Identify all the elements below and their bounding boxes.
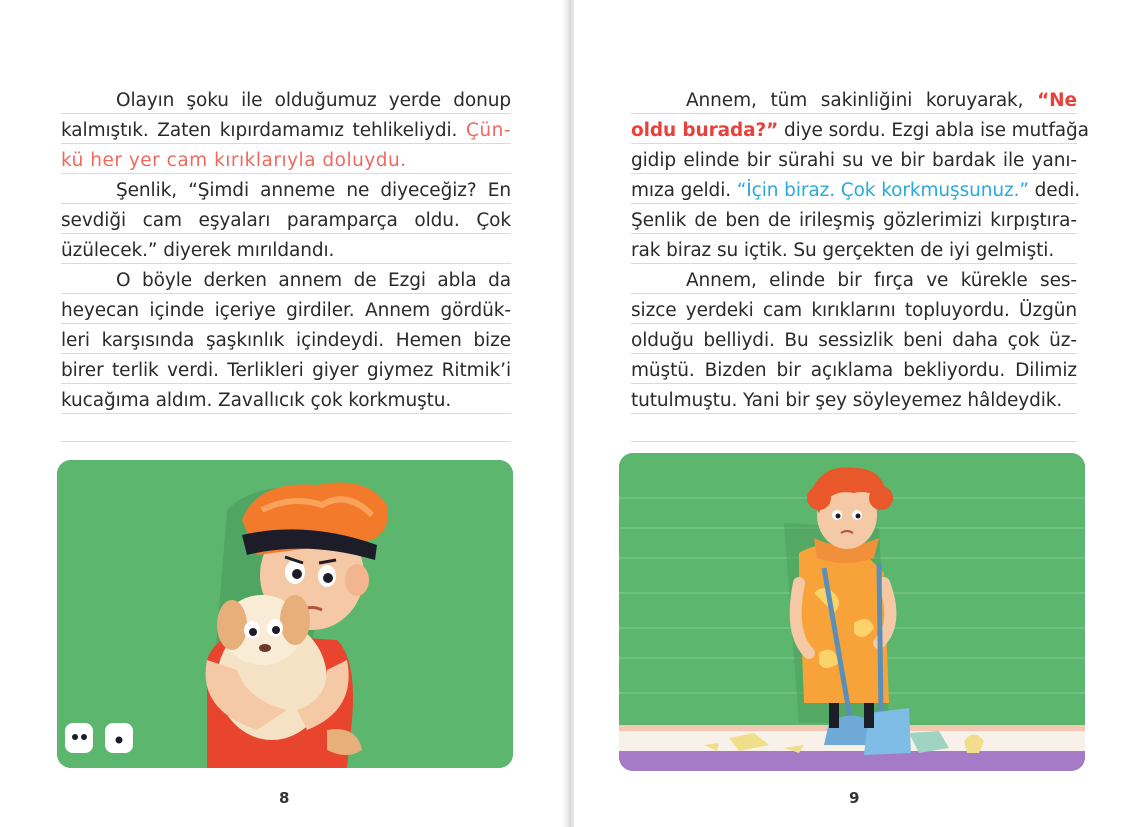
boy-puppy-drawing <box>57 460 513 768</box>
left-text-line <box>61 326 511 356</box>
text-segment: kalmıştık. Zaten kıpırdamamız tehlikeliydi. <box>61 120 466 141</box>
right-text-line <box>631 326 1077 356</box>
left-text-line <box>61 176 511 206</box>
text-segment: Annem, elinde bir fırça ve kürekle ses- <box>686 270 1077 291</box>
highlighted-text: kü her yer cam kırıklarıyla doluydu. <box>61 150 407 171</box>
right-text-line <box>631 266 1077 296</box>
page-number-right: 9 <box>849 789 860 807</box>
mother-sweeping-drawing <box>619 453 1085 771</box>
text-segment: Annem, tüm sakinliğini koruyarak, <box>686 90 1038 111</box>
text-segment: heyecan içinde içeriye girdiler. Annem gördük- <box>61 300 511 321</box>
highlighted-text: oldu burada?” <box>631 120 779 141</box>
right-text-line <box>631 356 1077 386</box>
left-page-separator <box>61 441 511 442</box>
text-segment: üzülecek.” diyerek mırıldandı. <box>61 240 335 261</box>
right-page <box>574 0 1138 827</box>
left-page <box>0 0 568 827</box>
right-page-separator <box>631 441 1077 442</box>
highlighted-text: “Ne <box>1037 90 1077 111</box>
text-segment: sevdiği cam eşyaları paramparça oldu. Çok <box>61 210 511 231</box>
text-segment: dedi. <box>1028 180 1081 201</box>
text-segment: mıza geldi. <box>631 180 737 201</box>
text-segment: Şenlik, “Şimdi anneme ne diyeceğiz? En <box>116 180 511 201</box>
right-page-text <box>631 86 1089 416</box>
left-text-line <box>61 206 511 236</box>
text-segment: kucağıma aldım. Zavallıcık çok korkmuştu. <box>61 390 452 411</box>
page-number-left: 8 <box>279 789 290 807</box>
text-segment: birer terlik verdi. Terlikleri giyer giymez Ritmik’i <box>61 360 511 381</box>
highlighted-text: Çün- <box>465 120 511 141</box>
text-segment: olduğu belliydi. Bu sessizlik beni daha çok üz- <box>631 330 1077 351</box>
text-segment: sizce yerdeki cam kırıklarını topluyordu. Üzgün <box>631 300 1077 321</box>
right-text-line <box>631 116 1089 146</box>
text-segment: diye sordu. Ezgi abla ise mutfağa <box>778 120 1089 141</box>
text-segment: tutulmuştu. Yani bir şey söyleyemez hâldeydik. <box>631 390 1063 411</box>
left-page-text <box>61 86 511 416</box>
text-segment: O böyle derken annem de Ezgi abla da <box>116 270 511 291</box>
text-segment: rak biraz su içtik. Su gerçekten de iyi gelmişti. <box>631 240 1055 261</box>
left-text-line <box>61 266 511 296</box>
text-segment: Olayın şoku ile olduğumuz yerde donup <box>116 90 511 111</box>
left-text-line <box>61 236 511 266</box>
left-illustration-boy-hugging-puppy <box>57 460 513 768</box>
highlighted-text: “İçin biraz. Çok korkmuşsunuz.” <box>736 180 1029 201</box>
right-text-line <box>631 386 1077 416</box>
right-text-line <box>631 146 1077 176</box>
text-segment: gidip elinde bir sürahi su ve bir bardak ile yanı- <box>631 150 1077 171</box>
right-text-line <box>631 176 1081 206</box>
text-segment: leri karşısında şaşkınlık içindeydi. Hemen bize <box>61 330 511 351</box>
right-text-line <box>631 296 1077 326</box>
text-segment: Şenlik de ben de irileşmiş gözlerimizi kırpıştıra- <box>631 210 1077 231</box>
right-text-line <box>631 206 1077 236</box>
right-text-line <box>631 86 1077 116</box>
left-text-line <box>61 296 511 326</box>
left-text-line <box>61 116 511 146</box>
left-text-line <box>61 356 511 386</box>
left-text-line <box>61 146 511 176</box>
left-text-line <box>61 386 511 416</box>
right-illustration-mother-sweeping <box>619 453 1085 771</box>
left-text-line <box>61 86 511 116</box>
right-text-line <box>631 236 1077 266</box>
text-segment: müştü. Bizden bir açıklama bekliyordu. Dilimiz <box>631 360 1077 381</box>
